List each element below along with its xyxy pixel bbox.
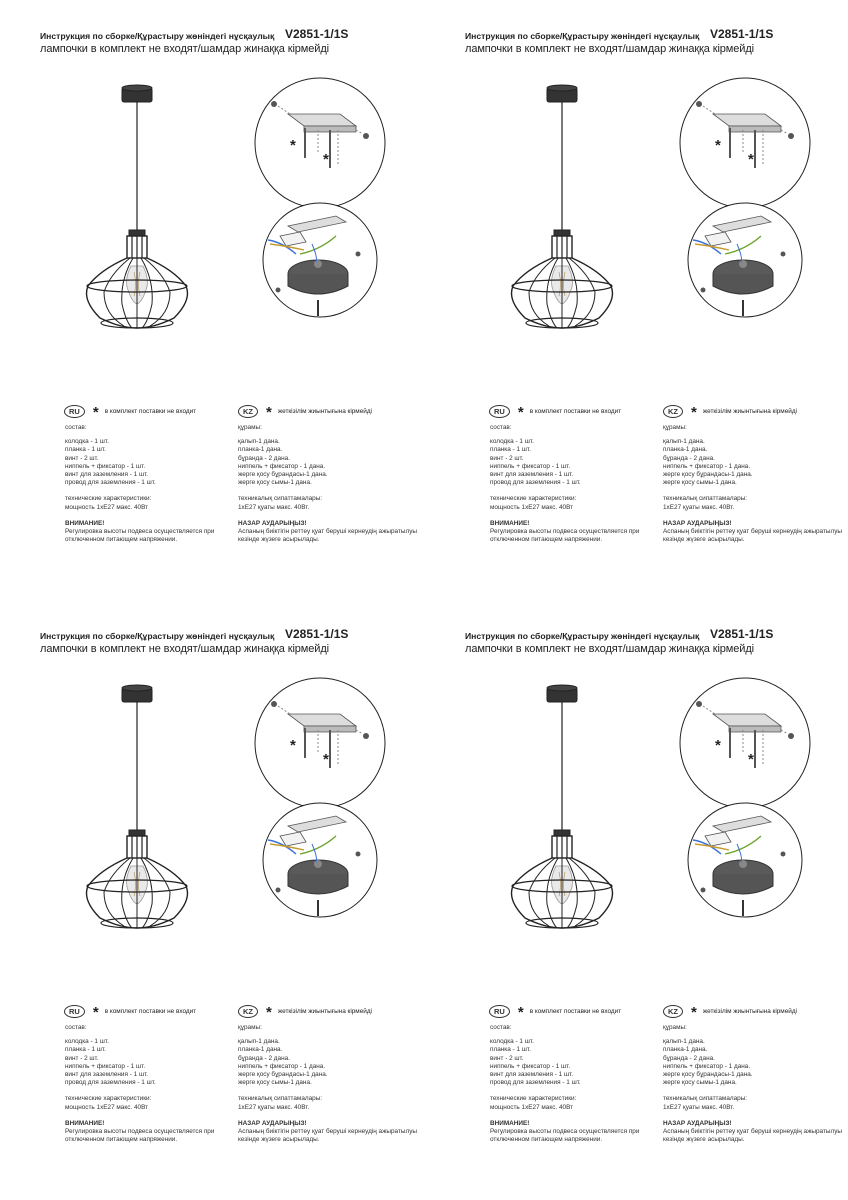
ru-specs-title: технические характеристики:: [490, 1095, 577, 1103]
instruction-title: Инструкция по сборке/Құрастыру жөніндегі нұсқаулық: [465, 631, 700, 641]
ru-warning-text: Регулировка высоты подвеса осуществляется при отключенном питающем напряжении.: [490, 1128, 640, 1144]
ru-warning-title: ВНИМАНИЕ!: [65, 519, 105, 527]
ru-not-included-note: [64, 403, 196, 419]
canopy-wiring-drawing: [263, 803, 377, 917]
list-item: жерге қосу сымы-1 дана.: [663, 1079, 737, 1087]
kz-warning-text: Аспаның биіктігін реттеу қуат беруші кернеудің ажыратылуы кезінде жүзеге асырылады.: [663, 1128, 842, 1144]
bracket-mounting-drawing: [255, 678, 385, 808]
kz-specs-value: 1хЕ27 қуаты макс. 40Вт.: [663, 1103, 735, 1111]
ru-specifications: [490, 1024, 660, 1144]
list-item: жерге қосу сымы-1 дана.: [663, 479, 737, 487]
assembly-illustration: [20, 618, 430, 998]
star-icon: *: [266, 1004, 272, 1021]
instruction-title: Инструкция по сборке/Құрастыру жөніндегі нұсқаулық: [465, 31, 700, 41]
kz-not-included-note: [238, 403, 372, 419]
star-icon: *: [691, 1004, 697, 1021]
kz-specs-title: техникалық сипаттамалары:: [238, 1095, 323, 1103]
model-number: V2851-1/1S: [710, 627, 774, 641]
kz-not-included-note: [663, 403, 797, 419]
kz-not-included-text: жеткізілім жиынтығына кірмейді: [277, 1007, 372, 1015]
star-icon: *: [92, 1004, 99, 1021]
model-number: V2851-1/1S: [285, 27, 349, 41]
list-item: жерге қосу бұрандасы-1 дана.: [238, 1071, 328, 1079]
canopy-wiring-drawing: [688, 203, 802, 317]
kz-specifications: [663, 1024, 848, 1144]
ru-specs-value: мощность 1хЕ27 макс. 40Вт: [490, 503, 574, 511]
ru-specifications: [490, 424, 660, 544]
list-item: қалып-1 дана.: [663, 438, 705, 446]
bulbs-not-included-note: лампочки в комплект не входят/шамдар жинаққа кірмейді: [465, 643, 754, 655]
ru-specs-value: мощность 1хЕ27 макс. 40Вт: [490, 1103, 574, 1111]
instruction-panel: [445, 18, 848, 593]
kz-specs-value: 1хЕ27 қуаты макс. 40Вт.: [238, 503, 310, 511]
kz-warning-title: НАЗАР АУДАРЫҢЫЗ!: [663, 1119, 732, 1127]
star-icon: *: [92, 404, 99, 421]
instruction-panel: [20, 618, 430, 1193]
list-item: винт - 2 шт.: [490, 454, 524, 462]
kz-specs-title: техникалық сипаттамалары:: [663, 1095, 748, 1103]
ru-not-included-note: [64, 1003, 196, 1019]
kz-composition-title: құрамы:: [238, 1024, 262, 1031]
list-item: винт для заземления - 1 шт.: [490, 471, 574, 479]
model-number: V2851-1/1S: [285, 627, 349, 641]
kz-composition-title: құрамы:: [238, 424, 262, 431]
ru-not-included-text: в комплект поставки не входит: [529, 407, 622, 415]
ru-composition-title: состав:: [490, 1024, 512, 1031]
kz-not-included-text: жеткізілім жиынтығына кірмейді: [702, 407, 797, 415]
list-item: планка-1 дана.: [663, 446, 708, 454]
ru-specs-title: технические характеристики:: [65, 1095, 152, 1103]
ru-specs-value: мощность 1хЕ27 макс. 40Вт: [65, 503, 149, 511]
ru-not-included-note: [489, 403, 621, 419]
ru-warning-title: ВНИМАНИЕ!: [65, 1119, 105, 1127]
kz-language-badge: KZ: [663, 405, 683, 418]
list-item: бұранда - 2 дана.: [663, 454, 715, 462]
bulbs-not-included-note: лампочки в комплект не входят/шамдар жинаққа кірмейді: [465, 43, 754, 55]
ru-language-badge: RU: [489, 1005, 510, 1018]
ru-specifications: [65, 424, 235, 544]
kz-specs-value: 1хЕ27 қуаты макс. 40Вт.: [663, 503, 735, 511]
bracket-mounting-drawing: [680, 78, 810, 208]
model-number: V2851-1/1S: [710, 27, 774, 41]
list-item: ниппель + фиксатор - 1 шт.: [490, 462, 571, 470]
pendant-lamp-drawing: [87, 685, 188, 928]
kz-language-badge: KZ: [238, 405, 258, 418]
ru-warning-text: Регулировка высоты подвеса осуществляется при отключенном питающем напряжении.: [65, 1128, 215, 1144]
kz-composition-title: құрамы:: [663, 424, 687, 431]
ru-specs-value: мощность 1хЕ27 макс. 40Вт: [65, 1103, 149, 1111]
ru-not-included-text: в комплект поставки не входит: [529, 1007, 622, 1015]
list-item: винт для заземления - 1 шт.: [65, 1071, 149, 1079]
list-item: винт - 2 шт.: [65, 1054, 99, 1062]
list-item: ниппель + фиксатор - 1 шт.: [65, 1062, 146, 1070]
list-item: планка-1 дана.: [238, 1046, 283, 1054]
kz-not-included-note: [238, 1003, 372, 1019]
ru-warning-title: ВНИМАНИЕ!: [490, 1119, 530, 1127]
not-included-star-marker: *: [715, 737, 721, 754]
instruction-panel: [445, 618, 848, 1193]
list-item: жерге қосу бұрандасы-1 дана.: [663, 471, 753, 479]
instruction-title: Инструкция по сборке/Құрастыру жөніндегі нұсқаулық: [40, 631, 275, 641]
kz-specifications: [663, 424, 848, 544]
list-item: винт для заземления - 1 шт.: [490, 1071, 574, 1079]
kz-composition-title: құрамы:: [663, 1024, 687, 1031]
list-item: бұранда - 2 дана.: [238, 454, 290, 462]
list-item: бұранда - 2 дана.: [663, 1054, 715, 1062]
assembly-illustration: [445, 618, 848, 998]
kz-specs-title: техникалық сипаттамалары:: [663, 495, 748, 503]
kz-warning-title: НАЗАР АУДАРЫҢЫЗ!: [238, 1119, 307, 1127]
list-item: планка - 1 шт.: [490, 446, 531, 454]
canopy-wiring-drawing: [263, 203, 377, 317]
ru-language-badge: RU: [64, 1005, 85, 1018]
not-included-star-marker: *: [323, 151, 329, 168]
pendant-lamp-drawing: [512, 685, 613, 928]
ru-not-included-note: [489, 1003, 621, 1019]
list-item: ниппель + фиксатор - 1 шт.: [65, 462, 146, 470]
ru-composition-title: состав:: [490, 424, 512, 431]
list-item: колодка - 1 шт.: [490, 1038, 534, 1046]
not-included-star-marker: *: [290, 137, 296, 154]
kz-not-included-text: жеткізілім жиынтығына кірмейді: [702, 1007, 797, 1015]
not-included-star-marker: *: [748, 151, 754, 168]
not-included-star-marker: *: [715, 137, 721, 154]
instruction-title: Инструкция по сборке/Құрастыру жөніндегі нұсқаулық: [40, 31, 275, 41]
list-item: бұранда - 2 дана.: [238, 1054, 290, 1062]
canopy-wiring-drawing: [688, 803, 802, 917]
list-item: колодка - 1 шт.: [65, 1038, 109, 1046]
assembly-illustration: [20, 18, 430, 398]
pendant-lamp-drawing: [87, 85, 188, 328]
star-icon: *: [517, 1004, 524, 1021]
list-item: қалып-1 дана.: [663, 1038, 705, 1046]
list-item: қалып-1 дана.: [238, 1038, 280, 1046]
kz-warning-text: Аспаның биіктігін реттеу қуат беруші кернеудің ажыратылуы кезінде жүзеге асырылады.: [238, 528, 417, 544]
ru-warning-title: ВНИМАНИЕ!: [490, 519, 530, 527]
kz-warning-text: Аспаның биіктігін реттеу қуат беруші кернеудің ажыратылуы кезінде жүзеге асырылады.: [663, 528, 842, 544]
kz-language-badge: KZ: [663, 1005, 683, 1018]
bulbs-not-included-note: лампочки в комплект не входят/шамдар жинаққа кірмейді: [40, 43, 329, 55]
list-item: планка-1 дана.: [238, 446, 283, 454]
kz-warning-title: НАЗАР АУДАРЫҢЫЗ!: [238, 519, 307, 527]
bracket-mounting-drawing: [680, 678, 810, 808]
list-item: планка-1 дана.: [663, 1046, 708, 1054]
list-item: винт - 2 шт.: [490, 1054, 524, 1062]
ru-specs-title: технические характеристики:: [65, 495, 152, 503]
list-item: ниппель + фиксатор - 1 шт.: [490, 1062, 571, 1070]
ru-language-badge: RU: [64, 405, 85, 418]
ru-not-included-text: в комплект поставки не входит: [104, 407, 197, 415]
list-item: жерге қосу бұрандасы-1 дана.: [238, 471, 328, 479]
pendant-lamp-drawing: [512, 85, 613, 328]
ru-specifications: [65, 1024, 235, 1144]
list-item: планка - 1 шт.: [490, 1046, 531, 1054]
assembly-illustration: [445, 18, 848, 398]
kz-specs-value: 1хЕ27 қуаты макс. 40Вт.: [238, 1103, 310, 1111]
list-item: ниппель + фиксатор - 1 дана.: [663, 1062, 751, 1070]
list-item: провод для заземления - 1 шт.: [65, 479, 156, 487]
not-included-star-marker: *: [323, 751, 329, 768]
ru-composition-title: состав:: [65, 1024, 87, 1031]
list-item: ниппель + фиксатор - 1 дана.: [238, 462, 326, 470]
instruction-panel: [20, 18, 430, 593]
ru-not-included-text: в комплект поставки не входит: [104, 1007, 197, 1015]
list-item: провод для заземления - 1 шт.: [65, 1079, 156, 1087]
ru-composition-title: состав:: [65, 424, 87, 431]
not-included-star-marker: *: [748, 751, 754, 768]
star-icon: *: [266, 404, 272, 421]
ru-specs-title: технические характеристики:: [490, 495, 577, 503]
kz-warning-text: Аспаның биіктігін реттеу қуат беруші кернеудің ажыратылуы кезінде жүзеге асырылады.: [238, 1128, 417, 1144]
kz-language-badge: KZ: [238, 1005, 258, 1018]
list-item: жерге қосу бұрандасы-1 дана.: [663, 1071, 753, 1079]
list-item: ниппель + фиксатор - 1 дана.: [663, 462, 751, 470]
list-item: жерге қосу сымы-1 дана.: [238, 479, 312, 487]
list-item: провод для заземления - 1 шт.: [490, 479, 581, 487]
list-item: колодка - 1 шт.: [490, 438, 534, 446]
list-item: жерге қосу сымы-1 дана.: [238, 1079, 312, 1087]
list-item: провод для заземления - 1 шт.: [490, 1079, 581, 1087]
bracket-mounting-drawing: [255, 78, 385, 208]
list-item: қалып-1 дана.: [238, 438, 280, 446]
bulbs-not-included-note: лампочки в комплект не входят/шамдар жинаққа кірмейді: [40, 643, 329, 655]
list-item: планка - 1 шт.: [65, 1046, 106, 1054]
list-item: планка - 1 шт.: [65, 446, 106, 454]
kz-not-included-text: жеткізілім жиынтығына кірмейді: [277, 407, 372, 415]
not-included-star-marker: *: [290, 737, 296, 754]
list-item: колодка - 1 шт.: [65, 438, 109, 446]
kz-specifications: [238, 1024, 428, 1144]
ru-warning-text: Регулировка высоты подвеса осуществляется при отключенном питающем напряжении.: [490, 528, 640, 544]
list-item: винт для заземления - 1 шт.: [65, 471, 149, 479]
kz-specifications: [238, 424, 428, 544]
star-icon: *: [691, 404, 697, 421]
list-item: винт - 2 шт.: [65, 454, 99, 462]
kz-specs-title: техникалық сипаттамалары:: [238, 495, 323, 503]
ru-warning-text: Регулировка высоты подвеса осуществляется при отключенном питающем напряжении.: [65, 528, 215, 544]
star-icon: *: [517, 404, 524, 421]
list-item: ниппель + фиксатор - 1 дана.: [238, 1062, 326, 1070]
kz-warning-title: НАЗАР АУДАРЫҢЫЗ!: [663, 519, 732, 527]
ru-language-badge: RU: [489, 405, 510, 418]
kz-not-included-note: [663, 1003, 797, 1019]
